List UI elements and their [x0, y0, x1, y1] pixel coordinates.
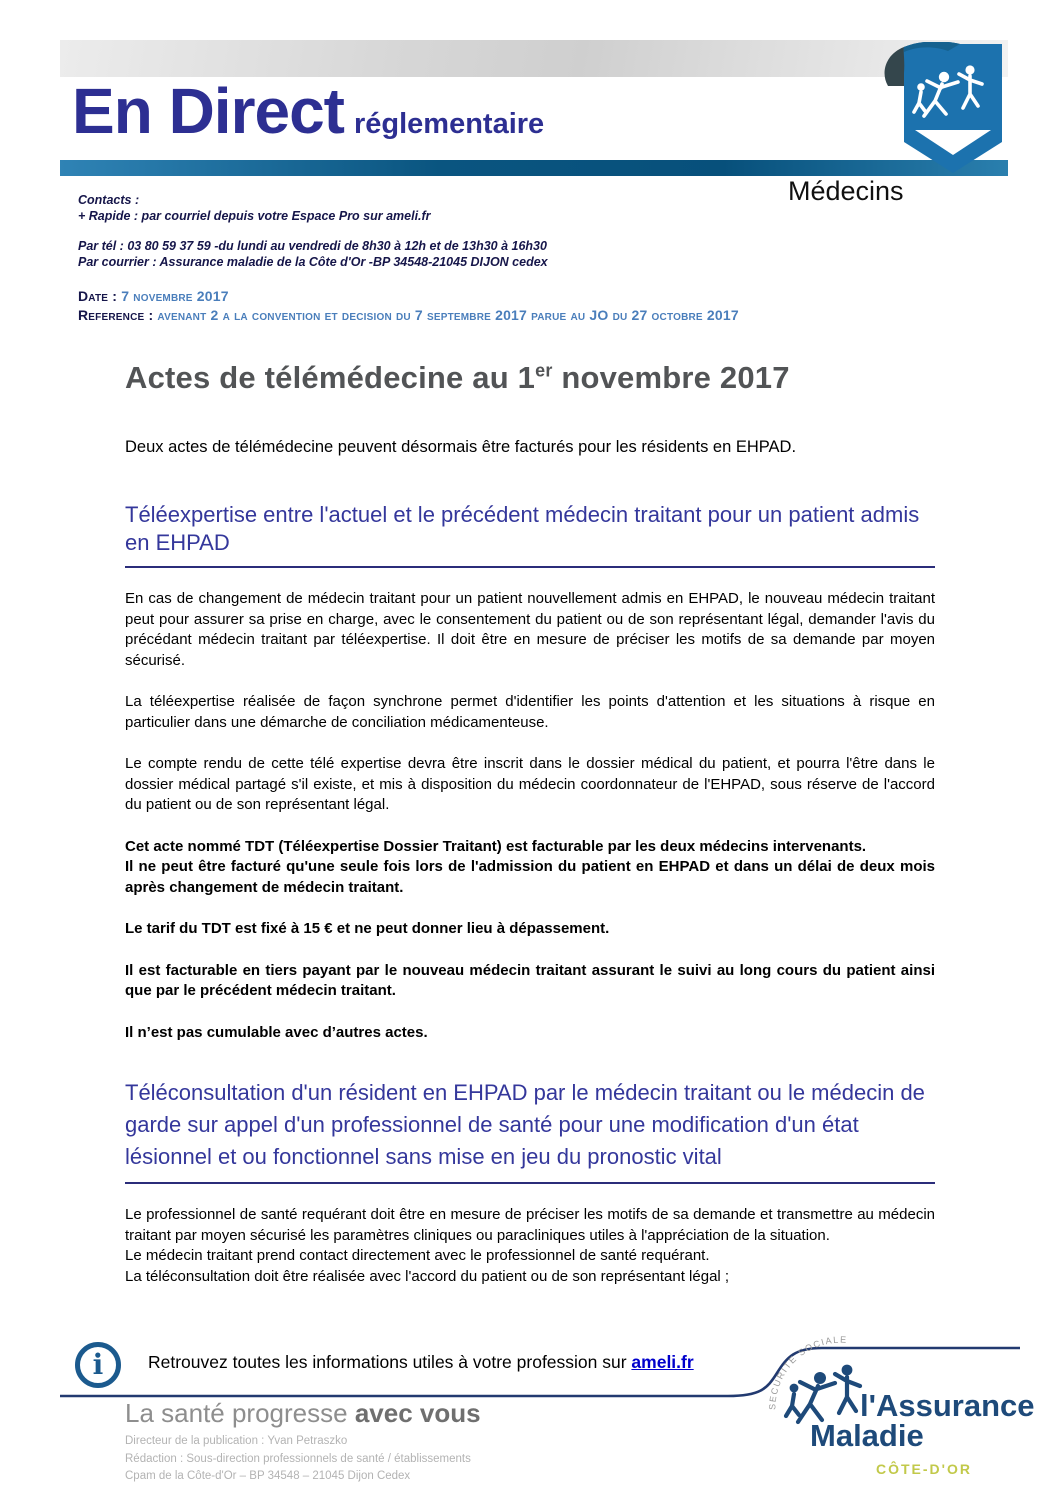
slogan [125, 1398, 481, 1429]
publication-address: Cpam de la Côte-d'Or – BP 34548 – 21045 Dijon Cedex [125, 1470, 411, 1482]
section1-p2: La téléexpertise réalisée de façon synchrone permet d'identifier les points d'attention et les situations à risque en particulier dans une démarche de conciliation médicamenteuse. [125, 693, 935, 731]
publication-info [125, 1433, 471, 1486]
masthead-subtitle: réglementaire [353, 108, 545, 140]
publication-director: Directeur de la publication : Yvan Petraszko [125, 1435, 348, 1447]
publication-redaction: Rédaction : Sous-direction professionnels de santé / établissements [125, 1452, 471, 1465]
contacts-block [78, 192, 548, 270]
audience-label: Médecins [788, 176, 904, 206]
contacts-line-email: + Rapide : par courriel depuis votre Espace Pro sur ameli.fr [78, 209, 431, 223]
logo-arc-text: SECURITE SOCIALE [767, 1334, 848, 1411]
section1-heading: Téléexpertise entre l'actuel et le précédent médecin traitant pour un patient admis en EHPAD [125, 501, 935, 568]
logo-athletes-icon [786, 1365, 860, 1422]
section2-p3: La téléconsultation doit être réalisée avec l'accord du patient ou de son représentant légal ; [125, 1267, 730, 1285]
section2-heading: Téléconsultation d'un résident en EHPAD par le médecin traitant ou le médecin de garde sur appel d'un professionnel de santé pour une modification d'un état lésionnel et ou fonctionnel sans mise en jeu du pronostic vital [125, 1077, 935, 1184]
meta-block [78, 287, 739, 325]
section1-p3: Le compte rendu de cette télé expertise devra être inscrit dans le dossier médical du patient, et pourra l'être dans le dossier médical partagé s'il existe, et mis à disposition du médecin coordonnateur de l'EHPAD, sous réserve de l'accord du patient ou de son représentant légal. [125, 755, 935, 813]
logo-brand-line2: Maladie [810, 1418, 924, 1453]
top-gray-bar [60, 40, 1008, 77]
masthead-title: En Direct [72, 75, 344, 147]
section2-p2: Le médecin traitant prend contact directement avec le professionnel de santé requérant. [125, 1247, 710, 1264]
slogan-light: La santé progresse [125, 1398, 355, 1428]
slogan-bold: avec vous [354, 1398, 481, 1428]
article [125, 360, 935, 1287]
logo-brand-line1: l'Assurance [860, 1388, 1035, 1423]
assurance-maladie-logo [748, 1326, 1053, 1496]
date-value: 7 novembre 2017 [121, 288, 229, 304]
page-title-text: Actes de télémédecine au 1 [125, 360, 536, 395]
contacts-label: Contacts : [78, 193, 140, 207]
section1-p1: En cas de changement de médecin traitant pour un patient nouvellement admis en EHPAD, le nouveau médecin traitant peut pour assurer sa prise en charge, avec le consentement du patient ou de son représentant légal, demander l'avis du précédant médecin traitant par téléexpertise. Il doit être en mesure de préciser les motifs de sa demande par moyen sécurisé. [125, 590, 935, 669]
meta-reference-row [78, 306, 739, 325]
contacts-line-mail: Par courrier : Assurance maladie de la Côte d'Or -BP 34548-21045 DIJON cedex [78, 255, 548, 269]
date-label: Date : [78, 288, 122, 304]
reference-value: avenant 2 a la convention et decision du 7 septembre 2017 parue au JO du 27 octobre 2017 [157, 307, 739, 323]
logo-region-label: CÔTE-D'OR [876, 1461, 972, 1477]
section1-b1: Cet acte nommé TDT (Téléexpertise Dossier Traitant) est facturable par les deux médecins intervenants. [125, 837, 867, 855]
ribbon-bookmark-icon [878, 42, 1006, 182]
section1-b2: Il ne peut être facturé qu'une seule fois lors de l'admission du patient en EHPAD et dans un délai de deux mois après changement de médecin traitant. [125, 858, 935, 896]
intro-paragraph: Deux actes de télémédecine peuvent désormais être facturés pour les résidents en EHPAD. [125, 438, 797, 456]
header-blue-bar [60, 160, 1008, 176]
page-title-end: novembre 2017 [552, 360, 790, 395]
page-title [125, 360, 935, 396]
info-icon: i [75, 1342, 121, 1388]
masthead [72, 74, 544, 148]
section2-p1: Le professionnel de santé requérant doit être en mesure de préciser les motifs de sa demande et transmettre au médecin traitant par moyen sécurisé les paramètres cliniques ou paracliniques utiles à l'appréciation de la situation. [125, 1206, 935, 1244]
spacer [78, 224, 548, 238]
section1-b5: Il n’est pas cumulable avec d’autres actes. [125, 1023, 428, 1041]
page-title-sup: er [535, 360, 553, 381]
section1-b4: Il est facturable en tiers payant par le nouveau médecin traitant assurant le suivi au long cours du patient ainsi que par le précédent médecin traitant. [125, 961, 935, 999]
reference-label: Reference : [78, 307, 158, 323]
section1-b3: Le tarif du TDT est fixé à 15 € et ne peut donner lieu à dépassement. [125, 920, 610, 937]
info-banner-label: Retrouvez toutes les informations utiles à votre profession sur [148, 1352, 632, 1372]
contacts-line-phone: Par tél : 03 80 59 37 59 -du lundi au vendredi de 8h30 à 12h et de 13h30 à 16h30 [78, 239, 547, 253]
ameli-link[interactable]: ameli.fr [631, 1352, 694, 1372]
meta-date-row [78, 287, 739, 306]
